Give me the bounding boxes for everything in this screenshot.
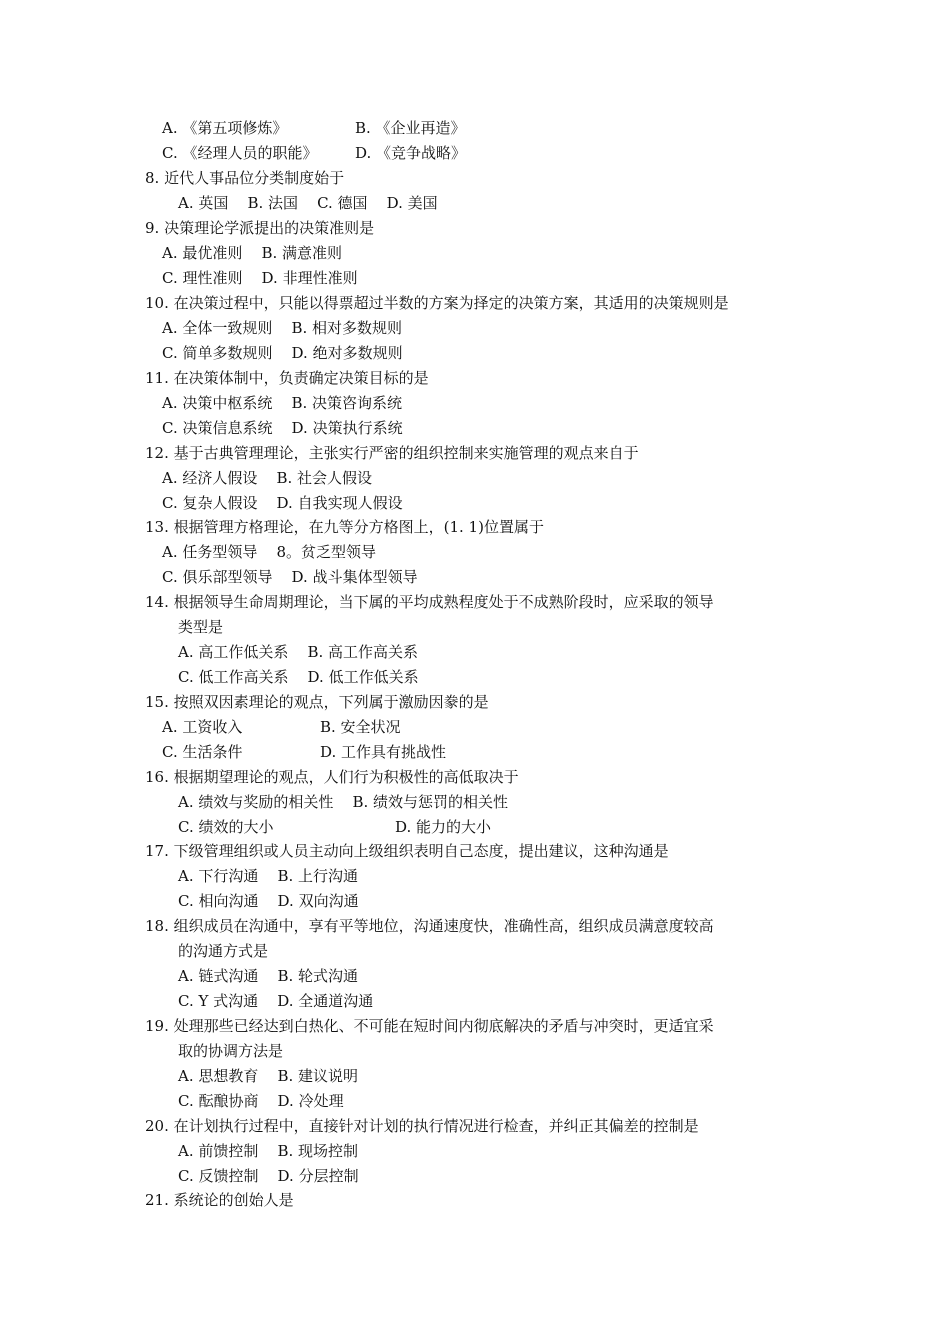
question-18: 18. 组织成员在沟通中，享有平等地位，沟通速度快，准确性高，组织成员满意度较高 <box>145 917 714 935</box>
question-18-continuation: 的沟通方式是 <box>178 942 269 960</box>
question-8: 8. 近代人事品位分类制度始于 <box>145 169 345 187</box>
question-15-option-b: B. 安全状况 <box>320 718 401 736</box>
question-14-options-cd: C. 低工作高关系 D. 低工作低关系 <box>178 668 419 686</box>
question-12-options-ab: A. 经济人假设 B. 社会人假设 <box>162 469 373 487</box>
question-18-options-ab: A. 链式沟通 B. 轮式沟通 <box>178 967 359 985</box>
question-11: 11. 在决策体制中，负责确定决策目标的是 <box>145 369 429 387</box>
question-10-options-cd: C. 简单多数规则 D. 绝对多数规则 <box>162 344 403 362</box>
question-10-options-ab: A. 全体一致规则 B. 相对多数规则 <box>162 319 403 337</box>
question-13: 13. 根据管理方格理论，在九等分方格图上，(1. 1)位置属于 <box>145 518 544 536</box>
question-11-options-ab: A. 决策中枢系统 B. 决策咨询系统 <box>162 394 403 412</box>
question-17-options-ab: A. 下行沟通 B. 上行沟通 <box>178 867 359 885</box>
option-c-line: C. 《经理人员的职能》 <box>162 144 318 162</box>
option-b-line: B. 《企业再造》 <box>355 119 466 137</box>
question-9: 9. 决策理论学派提出的决策准则是 <box>145 219 375 237</box>
question-12: 12. 基于古典管理理论，主张实行严密的组织控制来实施管理的观点来自于 <box>145 444 639 462</box>
question-19-options-cd: C. 酝酿协商 D. 冷处理 <box>178 1092 344 1110</box>
question-16-options-ab: A. 绩效与奖励的相关性 B. 绩效与惩罚的相关性 <box>178 793 509 811</box>
question-14-options-ab: A. 高工作低关系 B. 高工作高关系 <box>178 643 419 661</box>
question-16-option-d: D. 能力的大小 <box>395 818 492 836</box>
question-12-options-cd: C. 复杂人假设 D. 自我实现人假设 <box>162 494 403 512</box>
question-14-continuation: 类型是 <box>178 618 224 636</box>
question-17: 17. 下级管理组织或人员主动向上级组织表明自己态度，提出建议，这种沟通是 <box>145 842 669 860</box>
question-14: 14. 根据领导生命周期理论，当下属的平均成熟程度处于不成熟阶段时，应采取的领导 <box>145 593 714 611</box>
option-a-line: A. 《第五项修炼》 <box>162 119 288 137</box>
question-15: 15. 按照双因素理论的观点，下列属于激励因豢的是 <box>145 693 489 711</box>
option-d-line: D. 《竞争战略》 <box>355 144 467 162</box>
question-13-options-cd: C. 俱乐部型领导 D. 战斗集体型领导 <box>162 568 418 586</box>
question-8-options: A. 英国 B. 法国 C. 德国 D. 美国 <box>178 194 438 212</box>
question-19: 19. 处理那些已经达到白热化、不可能在短时间内彻底解决的矛盾与冲突时，更适宜采 <box>145 1017 714 1035</box>
question-15-option-a: A. 工资收入 <box>162 718 243 736</box>
question-15-option-c: C. 生活条件 <box>162 743 243 761</box>
question-19-options-ab: A. 思想教育 B. 建议说明 <box>178 1067 359 1085</box>
question-10: 10. 在决策过程中，只能以得票超过半数的方案为择定的决策方案，其适用的决策规则是 <box>145 294 729 312</box>
question-11-options-cd: C. 决策信息系统 D. 决策执行系统 <box>162 419 403 437</box>
question-15-option-d: D. 工作具有挑战性 <box>320 743 447 761</box>
question-9-options-ab: A. 最优准则 B. 满意准则 <box>162 244 343 262</box>
question-20-options-ab: A. 前馈控制 B. 现场控制 <box>178 1142 359 1160</box>
question-13-options-ab: A. 任务型领导 8。贫乏型领导 <box>162 543 376 561</box>
question-20: 20. 在计划执行过程中，直接针对计划的执行情况进行检查，并纠正其偏差的控制是 <box>145 1117 699 1135</box>
question-16: 16. 根据期望理论的观点，人们行为积极性的高低取决于 <box>145 768 519 786</box>
question-20-options-cd: C. 反馈控制 D. 分层控制 <box>178 1167 359 1185</box>
question-21: 21. 系统论的创始人是 <box>145 1191 294 1209</box>
question-16-option-c: C. 绩效的大小 <box>178 818 274 836</box>
question-9-options-cd: C. 理性准则 D. 非理性准则 <box>162 269 358 287</box>
question-19-continuation: 取的协调方法是 <box>178 1042 284 1060</box>
question-18-options-cd: C. Y 式沟通 D. 全通道沟通 <box>178 992 374 1010</box>
question-17-options-cd: C. 相向沟通 D. 双向沟通 <box>178 892 359 910</box>
